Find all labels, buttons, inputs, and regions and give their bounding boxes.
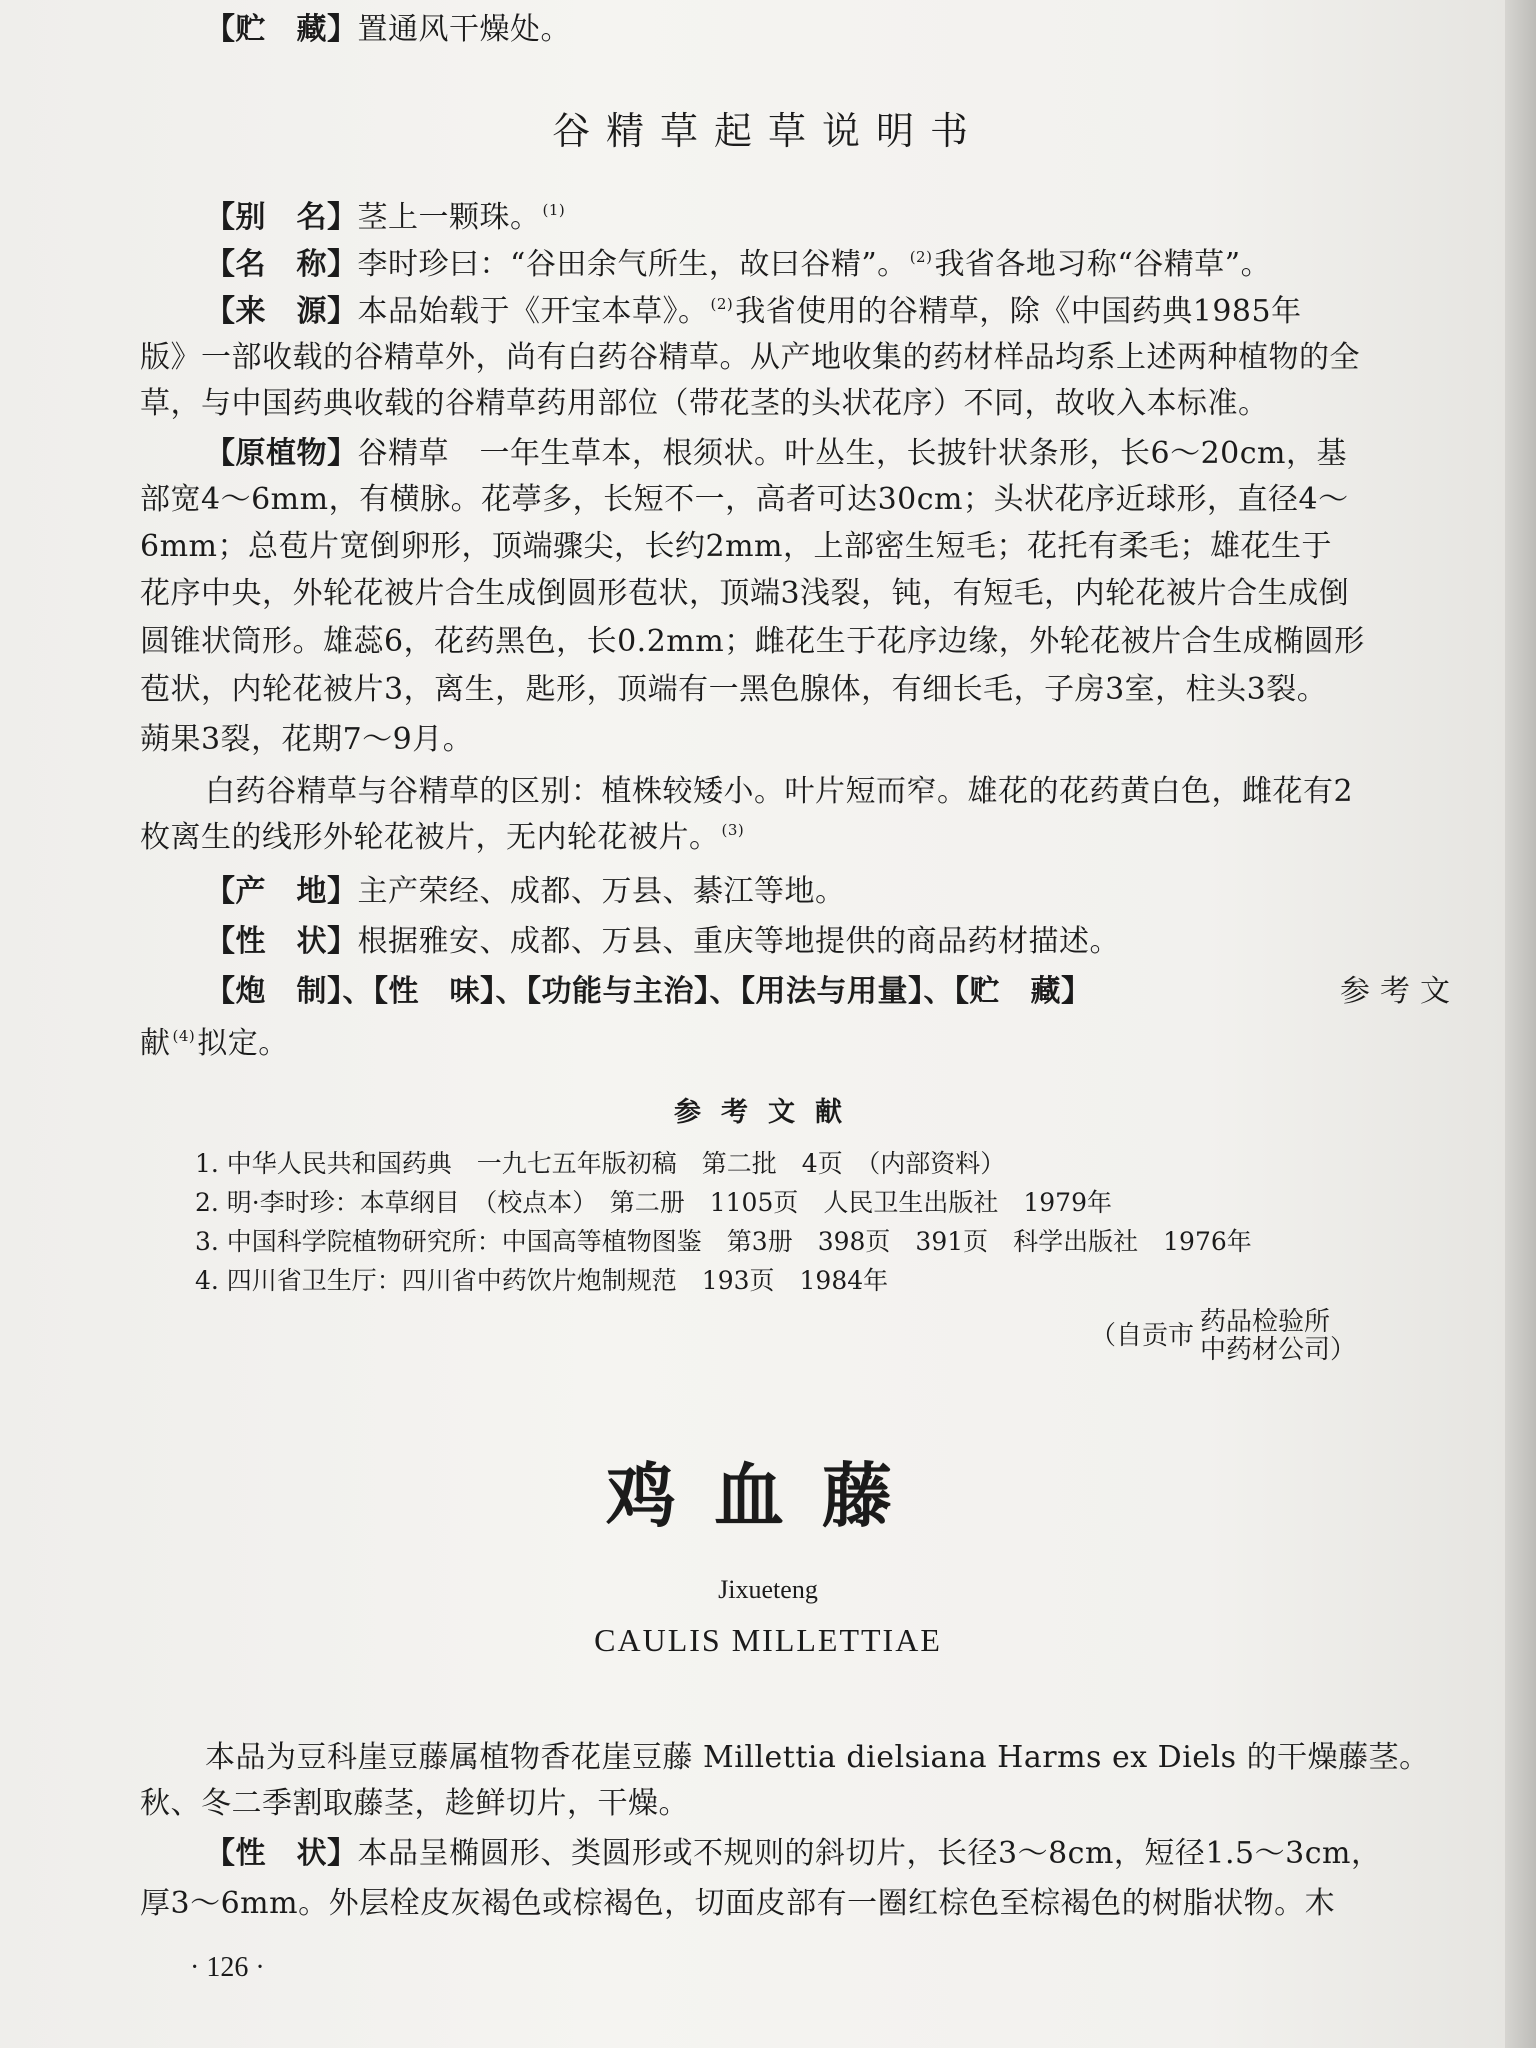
origin-line <box>205 870 846 914</box>
author-organization <box>1090 1308 1356 1364</box>
name-ref: (2) <box>909 248 933 266</box>
source-tag: 【来 源】 <box>205 294 358 329</box>
alias-ref: (1) <box>542 201 566 219</box>
org-right <box>1200 1308 1356 1364</box>
alias-text: 茎上一颗珠。 <box>357 200 541 235</box>
name-tag: 【名 称】 <box>205 247 358 282</box>
storage-text: 置通风干燥处。 <box>357 12 571 47</box>
page-number: · 126 · <box>190 1952 265 1983</box>
section-title: 谷精草起草说明书 <box>551 109 984 153</box>
diff-line-2 <box>140 816 746 864</box>
name-line <box>205 243 1271 291</box>
drug-pinyin: Jixueteng <box>718 1575 818 1604</box>
name-text-a: 李时珍曰：“谷田余气所生，故曰谷精”。 <box>357 247 908 282</box>
char-line <box>205 920 1120 964</box>
proc-line-1 <box>205 970 1460 1014</box>
origin-text: 主产荣经、成都、万县、綦江等地。 <box>357 874 846 909</box>
drug-char-line-1 <box>205 1832 1381 1876</box>
plant-line-1 <box>205 432 1347 476</box>
proc-tail: 参考文 <box>1340 974 1460 1009</box>
plant-line-4: 花序中央，外轮花被片合生成倒圆形苞状，顶端3浅裂，钝，有短毛，内轮花被片合生成倒 <box>140 576 1350 611</box>
drug-char-tag: 【性 状】 <box>205 1836 358 1871</box>
source-text-a: 本品始载于《开宝本草》。 <box>357 294 709 329</box>
proc-ref: (4) <box>172 1027 196 1045</box>
plant-text-1: 谷精草 一年生草本，根须状。叶丛生，长披针状条形，长6～20cm，基 <box>357 436 1348 471</box>
drug-latin-name: CAULIS MILLETTIAE <box>594 1622 942 1658</box>
drug-source-line-2: 秋、冬二季割取藤茎，趁鲜切片，干燥。 <box>140 1786 689 1821</box>
source-line-3: 草，与中国药典收载的谷精草药用部位（带花茎的头状花序）不同，故收入本标准。 <box>140 386 1269 421</box>
source-line-2: 版》一部收载的谷精草外，尚有白药谷精草。从产地收集的药材样品均系上述两种植物的全 <box>140 340 1360 375</box>
drug-char-line-2: 厚3～6mm。外层栓皮灰褐色或棕褐色，切面皮部有一圈红棕色至棕褐色的树脂状物。木 <box>140 1886 1336 1921</box>
source-ref: (2) <box>710 295 734 313</box>
alias-line <box>205 196 567 244</box>
proc-line-2 <box>140 1022 289 1070</box>
alias-tag: 【别 名】 <box>205 200 358 235</box>
plant-line-2: 部宽4～6mm，有横脉。花葶多，长短不一，高者可达30cm；头状花序近球形，直径4～ <box>140 482 1349 517</box>
plant-tag: 【原植物】 <box>205 436 358 471</box>
reference-item: 4. 四川省卫生厅：四川省中药饮片炮制规范 193页 1984年 <box>195 1266 889 1295</box>
origin-tag: 【产 地】 <box>205 874 358 909</box>
source-text-b: 我省使用的谷精草，除《中国药典1985年 <box>735 294 1302 329</box>
org-line-2: 中药材公司） <box>1200 1335 1357 1365</box>
char-text: 根据雅安、成都、万县、重庆等地提供的商品药材描述。 <box>357 924 1120 959</box>
plant-line-6: 苞状，内轮花被片3，离生，匙形，顶端有一黑色腺体，有细长毛，子房3室，柱头3裂。 <box>140 672 1328 707</box>
org-line-1: 药品检验所 <box>1200 1307 1331 1337</box>
reference-item: 3. 中国科学院植物研究所：中国高等植物图鉴 第3册 398页 391页 科学出版社 1976年 <box>195 1227 1252 1256</box>
plant-line-5: 圆锥状筒形。雄蕊6，花药黑色，长0.2mm；雌花生于花序边缘，外轮花被片合生成椭圆形 <box>140 624 1365 659</box>
reference-item: 1. 中华人民共和国药典 一九七五年版初稿 第二批 4页 （内部资料） <box>195 1149 1006 1178</box>
char-tag: 【性 状】 <box>205 924 358 959</box>
diff-text: 枚离生的线形外轮花被片，无内轮花被片。 <box>140 820 720 855</box>
plant-line-7: 蒴果3裂，花期7～9月。 <box>140 722 474 757</box>
proc-text-a: 献 <box>140 1026 171 1061</box>
diff-ref: (3) <box>721 821 745 839</box>
storage-line <box>205 8 571 52</box>
page-edge <box>1505 0 1536 2048</box>
references-title: 参考文献 <box>674 1097 862 1128</box>
plant-line-3: 6mm；总苞片宽倒卵形，顶端骤尖，长约2mm，上部密生短毛；花托有柔毛；雄花生于 <box>140 529 1332 564</box>
drug-source-line-1: 本品为豆科崖豆藤属植物香花崖豆藤 Millettia dielsiana Harms ex Diels 的干燥藤茎。 <box>205 1740 1430 1775</box>
reference-item: 2. 明·李时珍：本草纲目 （校点本） 第二册 1105页 人民卫生出版社 1979年 <box>195 1188 1112 1217</box>
storage-tag: 【贮 藏】 <box>205 12 358 47</box>
diff-line-1: 白药谷精草与谷精草的区别：植株较矮小。叶片短而窄。雄花的花药黄白色，雌花有2 <box>205 774 1354 809</box>
proc-tags: 【炮 制】、【性 味】、【功能与主治】、【用法与用量】、【贮 藏】 <box>205 974 1092 1009</box>
org-left: （自贡市 <box>1090 1321 1195 1351</box>
drug-char-text: 本品呈椭圆形、类圆形或不规则的斜切片，长径3～8cm，短径1.5～3cm， <box>357 1836 1382 1871</box>
drug-title: 鸡血藤 <box>606 1455 930 1537</box>
name-text-b: 我省各地习称“谷精草”。 <box>934 247 1272 282</box>
proc-text-b: 拟定。 <box>197 1026 289 1061</box>
source-line-1 <box>205 290 1302 338</box>
